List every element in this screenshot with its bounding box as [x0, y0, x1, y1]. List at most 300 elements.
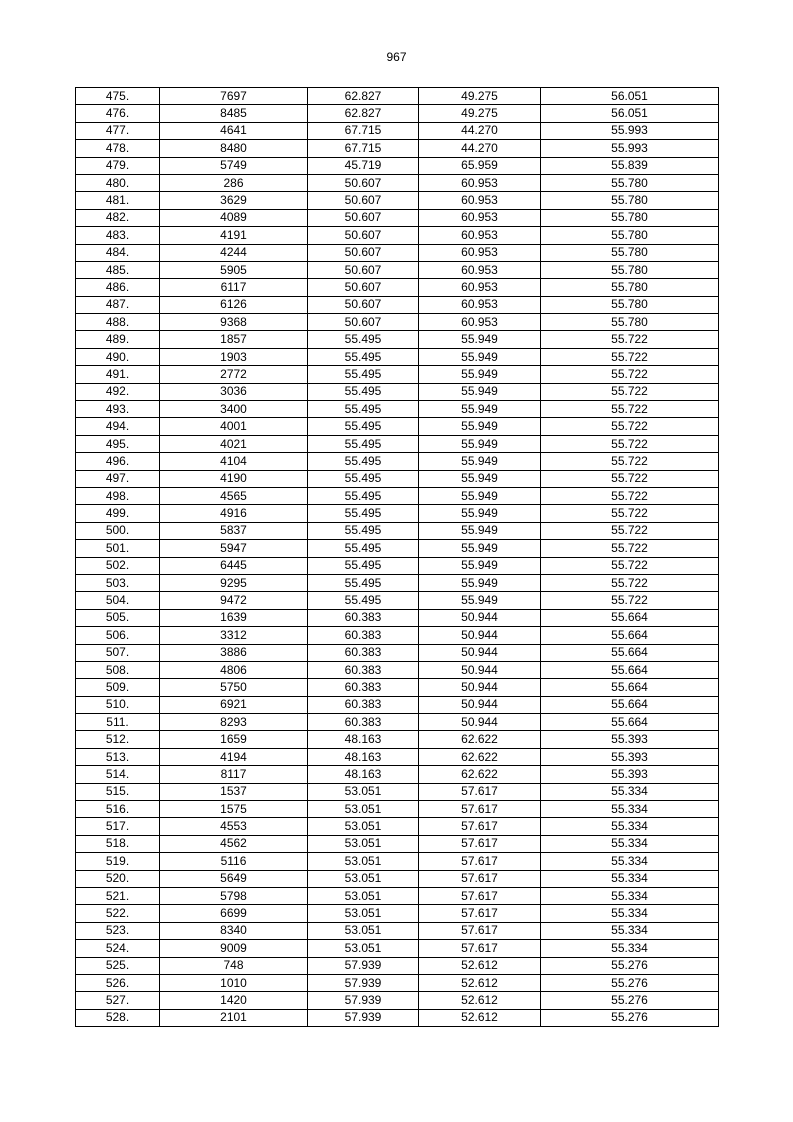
value-b-cell: 62.622	[419, 766, 541, 783]
row-index-cell: 504.	[76, 592, 160, 609]
value-a-cell: 53.051	[308, 940, 419, 957]
id-cell: 6921	[160, 696, 308, 713]
row-index-cell: 508.	[76, 661, 160, 678]
table-row	[76, 88, 719, 105]
value-a-cell: 50.607	[308, 314, 419, 331]
average-cell: 55.334	[541, 835, 719, 852]
value-a-cell: 55.495	[308, 470, 419, 487]
row-index-cell: 519.	[76, 853, 160, 870]
row-index-cell: 486.	[76, 279, 160, 296]
average-cell: 55.722	[541, 435, 719, 452]
row-index-cell: 477.	[76, 122, 160, 139]
row-index-cell: 494.	[76, 418, 160, 435]
average-cell: 55.722	[541, 383, 719, 400]
row-index-cell: 495.	[76, 435, 160, 452]
value-b-cell: 49.275	[419, 105, 541, 122]
value-a-cell: 55.495	[308, 540, 419, 557]
value-b-cell: 60.953	[419, 174, 541, 191]
id-cell: 9472	[160, 592, 308, 609]
average-cell: 55.722	[541, 557, 719, 574]
id-cell: 2772	[160, 366, 308, 383]
value-a-cell: 60.383	[308, 661, 419, 678]
id-cell: 3312	[160, 627, 308, 644]
table-row	[76, 261, 719, 278]
id-cell: 3036	[160, 383, 308, 400]
row-index-cell: 492.	[76, 383, 160, 400]
table-row	[76, 540, 719, 557]
value-b-cell: 52.612	[419, 957, 541, 974]
row-index-cell: 500.	[76, 522, 160, 539]
average-cell: 55.334	[541, 818, 719, 835]
average-cell: 55.780	[541, 261, 719, 278]
table-row	[76, 470, 719, 487]
value-b-cell: 65.959	[419, 157, 541, 174]
id-cell: 1857	[160, 331, 308, 348]
value-b-cell: 44.270	[419, 122, 541, 139]
table-row	[76, 887, 719, 904]
id-cell: 4916	[160, 505, 308, 522]
value-b-cell: 52.612	[419, 1009, 541, 1026]
id-cell: 6117	[160, 279, 308, 296]
table-row	[76, 122, 719, 139]
value-b-cell: 60.953	[419, 209, 541, 226]
row-index-cell: 514.	[76, 766, 160, 783]
value-b-cell: 60.953	[419, 314, 541, 331]
table-row	[76, 557, 719, 574]
id-cell: 4553	[160, 818, 308, 835]
table-row	[76, 644, 719, 661]
row-index-cell: 520.	[76, 870, 160, 887]
value-a-cell: 53.051	[308, 835, 419, 852]
value-a-cell: 57.939	[308, 992, 419, 1009]
id-cell: 1639	[160, 609, 308, 626]
average-cell: 55.664	[541, 679, 719, 696]
table-row	[76, 592, 719, 609]
value-b-cell: 57.617	[419, 870, 541, 887]
value-a-cell: 55.495	[308, 487, 419, 504]
row-index-cell: 510.	[76, 696, 160, 713]
value-b-cell: 60.953	[419, 192, 541, 209]
row-index-cell: 476.	[76, 105, 160, 122]
value-a-cell: 55.495	[308, 348, 419, 365]
value-a-cell: 45.719	[308, 157, 419, 174]
row-index-cell: 487.	[76, 296, 160, 313]
table-row	[76, 174, 719, 191]
average-cell: 55.780	[541, 192, 719, 209]
value-a-cell: 50.607	[308, 209, 419, 226]
table-row	[76, 957, 719, 974]
id-cell: 6445	[160, 557, 308, 574]
average-cell: 55.722	[541, 470, 719, 487]
value-b-cell: 52.612	[419, 974, 541, 991]
table-row	[76, 383, 719, 400]
value-b-cell: 55.949	[419, 505, 541, 522]
value-a-cell: 57.939	[308, 1009, 419, 1026]
value-b-cell: 55.949	[419, 557, 541, 574]
value-a-cell: 55.495	[308, 435, 419, 452]
average-cell: 55.722	[541, 366, 719, 383]
id-cell: 286	[160, 174, 308, 191]
average-cell: 55.780	[541, 279, 719, 296]
value-b-cell: 57.617	[419, 922, 541, 939]
value-a-cell: 55.495	[308, 592, 419, 609]
average-cell: 55.780	[541, 174, 719, 191]
row-index-cell: 480.	[76, 174, 160, 191]
value-b-cell: 62.622	[419, 748, 541, 765]
average-cell: 56.051	[541, 88, 719, 105]
value-b-cell: 60.953	[419, 261, 541, 278]
value-a-cell: 48.163	[308, 766, 419, 783]
id-cell: 3629	[160, 192, 308, 209]
value-b-cell: 57.617	[419, 818, 541, 835]
table-row	[76, 574, 719, 591]
value-b-cell: 55.949	[419, 574, 541, 591]
id-cell: 5837	[160, 522, 308, 539]
average-cell: 55.334	[541, 905, 719, 922]
id-cell: 1010	[160, 974, 308, 991]
table-row	[76, 157, 719, 174]
table-row	[76, 922, 719, 939]
row-index-cell: 497.	[76, 470, 160, 487]
table-row	[76, 435, 719, 452]
id-cell: 4001	[160, 418, 308, 435]
value-b-cell: 55.949	[419, 487, 541, 504]
value-b-cell: 60.953	[419, 296, 541, 313]
average-cell: 55.839	[541, 157, 719, 174]
table-row	[76, 296, 719, 313]
row-index-cell: 483.	[76, 227, 160, 244]
value-b-cell: 50.944	[419, 627, 541, 644]
table-row	[76, 401, 719, 418]
average-cell: 55.334	[541, 783, 719, 800]
value-a-cell: 60.383	[308, 714, 419, 731]
average-cell: 55.722	[541, 401, 719, 418]
id-cell: 1575	[160, 801, 308, 818]
average-cell: 55.393	[541, 748, 719, 765]
average-cell: 55.664	[541, 609, 719, 626]
table-row	[76, 366, 719, 383]
row-index-cell: 523.	[76, 922, 160, 939]
value-b-cell: 55.949	[419, 331, 541, 348]
value-a-cell: 60.383	[308, 696, 419, 713]
table-body	[76, 88, 719, 1027]
id-cell: 2101	[160, 1009, 308, 1026]
row-index-cell: 506.	[76, 627, 160, 644]
table-row	[76, 766, 719, 783]
value-a-cell: 50.607	[308, 227, 419, 244]
value-b-cell: 57.617	[419, 783, 541, 800]
row-index-cell: 484.	[76, 244, 160, 261]
average-cell: 55.393	[541, 766, 719, 783]
row-index-cell: 502.	[76, 557, 160, 574]
id-cell: 4194	[160, 748, 308, 765]
value-b-cell: 50.944	[419, 679, 541, 696]
value-a-cell: 60.383	[308, 679, 419, 696]
table-row	[76, 905, 719, 922]
id-cell: 5649	[160, 870, 308, 887]
row-index-cell: 478.	[76, 140, 160, 157]
row-index-cell: 505.	[76, 609, 160, 626]
table-row	[76, 244, 719, 261]
row-index-cell: 485.	[76, 261, 160, 278]
table-row	[76, 505, 719, 522]
id-cell: 8485	[160, 105, 308, 122]
value-b-cell: 55.949	[419, 453, 541, 470]
value-a-cell: 67.715	[308, 122, 419, 139]
table-row	[76, 627, 719, 644]
table-row	[76, 227, 719, 244]
table-row	[76, 348, 719, 365]
value-b-cell: 57.617	[419, 801, 541, 818]
table-row	[76, 1009, 719, 1026]
value-a-cell: 55.495	[308, 418, 419, 435]
value-a-cell: 55.495	[308, 366, 419, 383]
average-cell: 55.664	[541, 661, 719, 678]
average-cell: 55.334	[541, 887, 719, 904]
row-index-cell: 493.	[76, 401, 160, 418]
average-cell: 55.722	[541, 418, 719, 435]
average-cell: 55.780	[541, 227, 719, 244]
id-cell: 8117	[160, 766, 308, 783]
value-a-cell: 55.495	[308, 557, 419, 574]
average-cell: 55.664	[541, 644, 719, 661]
data-table	[75, 87, 719, 1027]
value-a-cell: 57.939	[308, 957, 419, 974]
row-index-cell: 479.	[76, 157, 160, 174]
id-cell: 4641	[160, 122, 308, 139]
id-cell: 8293	[160, 714, 308, 731]
row-index-cell: 499.	[76, 505, 160, 522]
id-cell: 4104	[160, 453, 308, 470]
value-b-cell: 50.944	[419, 714, 541, 731]
value-a-cell: 60.383	[308, 644, 419, 661]
average-cell: 55.993	[541, 140, 719, 157]
average-cell: 55.334	[541, 940, 719, 957]
id-cell: 5750	[160, 679, 308, 696]
id-cell: 8480	[160, 140, 308, 157]
row-index-cell: 518.	[76, 835, 160, 852]
average-cell: 55.780	[541, 296, 719, 313]
average-cell: 55.722	[541, 348, 719, 365]
id-cell: 5947	[160, 540, 308, 557]
value-b-cell: 55.949	[419, 348, 541, 365]
value-a-cell: 53.051	[308, 887, 419, 904]
average-cell: 55.993	[541, 122, 719, 139]
value-a-cell: 57.939	[308, 974, 419, 991]
value-b-cell: 60.953	[419, 244, 541, 261]
row-index-cell: 507.	[76, 644, 160, 661]
id-cell: 8340	[160, 922, 308, 939]
value-b-cell: 57.617	[419, 887, 541, 904]
value-a-cell: 62.827	[308, 88, 419, 105]
table-row	[76, 192, 719, 209]
table-row	[76, 714, 719, 731]
table-row	[76, 940, 719, 957]
average-cell: 55.722	[541, 331, 719, 348]
table-row	[76, 835, 719, 852]
average-cell: 55.780	[541, 209, 719, 226]
value-a-cell: 53.051	[308, 905, 419, 922]
id-cell: 4244	[160, 244, 308, 261]
value-b-cell: 50.944	[419, 661, 541, 678]
table-row	[76, 279, 719, 296]
table-row	[76, 992, 719, 1009]
value-b-cell: 55.949	[419, 522, 541, 539]
id-cell: 4191	[160, 227, 308, 244]
table-row	[76, 801, 719, 818]
table-row	[76, 870, 719, 887]
average-cell: 55.722	[541, 540, 719, 557]
value-b-cell: 57.617	[419, 940, 541, 957]
value-b-cell: 55.949	[419, 383, 541, 400]
average-cell: 55.276	[541, 1009, 719, 1026]
average-cell: 56.051	[541, 105, 719, 122]
average-cell: 55.664	[541, 627, 719, 644]
row-index-cell: 482.	[76, 209, 160, 226]
value-a-cell: 50.607	[308, 296, 419, 313]
table-row	[76, 314, 719, 331]
table-row	[76, 609, 719, 626]
value-a-cell: 55.495	[308, 401, 419, 418]
value-a-cell: 48.163	[308, 748, 419, 765]
id-cell: 5749	[160, 157, 308, 174]
id-cell: 3400	[160, 401, 308, 418]
row-index-cell: 513.	[76, 748, 160, 765]
value-b-cell: 60.953	[419, 227, 541, 244]
value-b-cell: 55.949	[419, 470, 541, 487]
value-a-cell: 53.051	[308, 801, 419, 818]
average-cell: 55.722	[541, 574, 719, 591]
table-row	[76, 209, 719, 226]
row-index-cell: 475.	[76, 88, 160, 105]
value-a-cell: 60.383	[308, 627, 419, 644]
id-cell: 1659	[160, 731, 308, 748]
value-a-cell: 50.607	[308, 244, 419, 261]
value-b-cell: 57.617	[419, 905, 541, 922]
value-b-cell: 55.949	[419, 540, 541, 557]
row-index-cell: 491.	[76, 366, 160, 383]
value-a-cell: 48.163	[308, 731, 419, 748]
value-b-cell: 55.949	[419, 592, 541, 609]
row-index-cell: 515.	[76, 783, 160, 800]
value-a-cell: 55.495	[308, 505, 419, 522]
id-cell: 6126	[160, 296, 308, 313]
id-cell: 6699	[160, 905, 308, 922]
id-cell: 4089	[160, 209, 308, 226]
table-row	[76, 748, 719, 765]
row-index-cell: 511.	[76, 714, 160, 731]
average-cell: 55.780	[541, 314, 719, 331]
value-b-cell: 50.944	[419, 609, 541, 626]
id-cell: 4021	[160, 435, 308, 452]
id-cell: 4190	[160, 470, 308, 487]
value-a-cell: 53.051	[308, 853, 419, 870]
table-row	[76, 783, 719, 800]
value-a-cell: 55.495	[308, 522, 419, 539]
value-a-cell: 53.051	[308, 870, 419, 887]
id-cell: 3886	[160, 644, 308, 661]
id-cell: 9368	[160, 314, 308, 331]
average-cell: 55.276	[541, 957, 719, 974]
value-a-cell: 62.827	[308, 105, 419, 122]
table-row	[76, 818, 719, 835]
value-a-cell: 60.383	[308, 609, 419, 626]
row-index-cell: 517.	[76, 818, 160, 835]
value-b-cell: 50.944	[419, 644, 541, 661]
table-row	[76, 140, 719, 157]
id-cell: 7697	[160, 88, 308, 105]
table-row	[76, 487, 719, 504]
row-index-cell: 490.	[76, 348, 160, 365]
table-row	[76, 105, 719, 122]
average-cell: 55.393	[541, 731, 719, 748]
value-a-cell: 50.607	[308, 192, 419, 209]
average-cell: 55.722	[541, 522, 719, 539]
average-cell: 55.334	[541, 853, 719, 870]
table-row	[76, 853, 719, 870]
row-index-cell: 503.	[76, 574, 160, 591]
value-b-cell: 60.953	[419, 279, 541, 296]
row-index-cell: 525.	[76, 957, 160, 974]
average-cell: 55.276	[541, 974, 719, 991]
table-row	[76, 974, 719, 991]
row-index-cell: 521.	[76, 887, 160, 904]
average-cell: 55.722	[541, 487, 719, 504]
value-a-cell: 53.051	[308, 818, 419, 835]
value-a-cell: 55.495	[308, 383, 419, 400]
table-row	[76, 331, 719, 348]
row-index-cell: 488.	[76, 314, 160, 331]
average-cell: 55.334	[541, 801, 719, 818]
value-b-cell: 50.944	[419, 696, 541, 713]
value-a-cell: 67.715	[308, 140, 419, 157]
table-row	[76, 679, 719, 696]
id-cell: 9295	[160, 574, 308, 591]
row-index-cell: 526.	[76, 974, 160, 991]
value-b-cell: 55.949	[419, 435, 541, 452]
id-cell: 9009	[160, 940, 308, 957]
id-cell: 1903	[160, 348, 308, 365]
value-b-cell: 44.270	[419, 140, 541, 157]
value-a-cell: 53.051	[308, 922, 419, 939]
id-cell: 4562	[160, 835, 308, 852]
row-index-cell: 498.	[76, 487, 160, 504]
table-row	[76, 453, 719, 470]
id-cell: 5116	[160, 853, 308, 870]
table-row	[76, 696, 719, 713]
value-a-cell: 50.607	[308, 174, 419, 191]
average-cell: 55.722	[541, 453, 719, 470]
page-number: 967	[386, 50, 407, 64]
value-a-cell: 50.607	[308, 261, 419, 278]
table-row	[76, 418, 719, 435]
row-index-cell: 509.	[76, 679, 160, 696]
row-index-cell: 512.	[76, 731, 160, 748]
value-a-cell: 50.607	[308, 279, 419, 296]
value-b-cell: 55.949	[419, 401, 541, 418]
average-cell: 55.334	[541, 922, 719, 939]
average-cell: 55.664	[541, 714, 719, 731]
id-cell: 1420	[160, 992, 308, 1009]
id-cell: 4806	[160, 661, 308, 678]
average-cell: 55.780	[541, 244, 719, 261]
value-b-cell: 55.949	[419, 366, 541, 383]
id-cell: 748	[160, 957, 308, 974]
table-row	[76, 522, 719, 539]
table-row	[76, 731, 719, 748]
id-cell: 1537	[160, 783, 308, 800]
row-index-cell: 524.	[76, 940, 160, 957]
